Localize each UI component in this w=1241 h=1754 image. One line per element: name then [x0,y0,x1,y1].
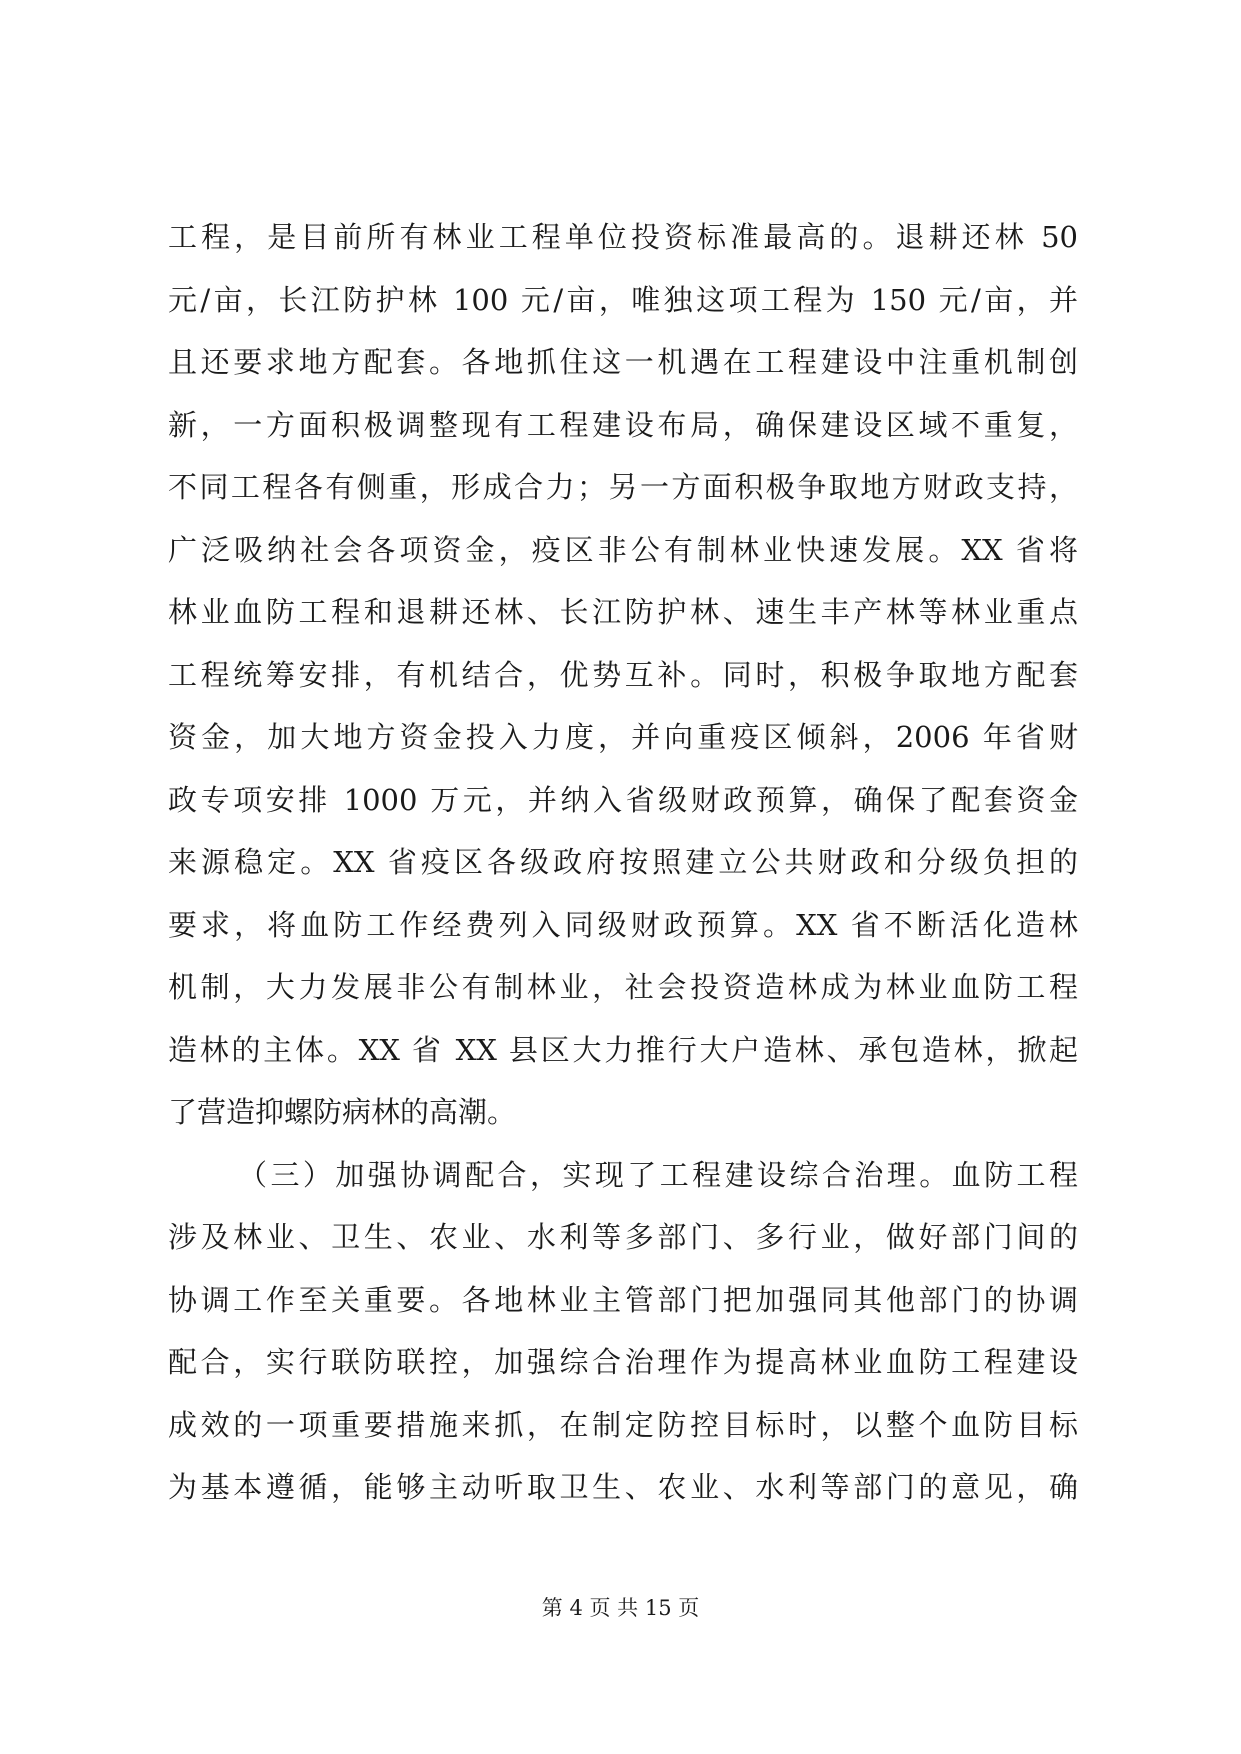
text-line: 为基本遵循，能够主动听取卫生、农业、水利等部门的意见，确 [168,1470,1078,1504]
text-line: 造林的主体。XX 省 XX 县区大力推行大户造林、承包造林，掀起 [168,1032,1078,1067]
text-line: 工程统筹安排，有机结合，优势互补。同时，积极争取地方配套 [168,657,1078,692]
text-line: 机制，大力发展非公有制林业，社会投资造林成为林业血防工程 [168,970,1078,1004]
text-line: 配合，实行联防联控，加强综合治理作为提高林业血防工程建设 [168,1345,1078,1379]
section-heading-line: （三）加强协调配合，实现了工程建设综合治理。血防工程 [238,1157,1078,1192]
text-line: 不同工程各有侧重，形成合力；另一方面积极争取地方财政支持， [168,470,1078,504]
text-line: 协调工作至关重要。各地林业主管部门把加强同其他部门的协调 [168,1282,1078,1317]
text-line: 要求，将血防工作经费列入同级财政预算。XX 省不断活化造林 [168,907,1078,942]
body-text [168,206,1078,1519]
page-number-footer: 第 4 页 共 15 页 [541,1596,700,1620]
text-line: 工程，是目前所有林业工程单位投资标准最高的。退耕还林 50 [168,220,1078,254]
text-line: 元/亩，长江防护林 100 元/亩，唯独这项工程为 150 元/亩，并 [168,282,1078,317]
text-line: 广泛吸纳社会各项资金，疫区非公有制林业快速发展。XX 省将 [168,532,1078,567]
text-line: 涉及林业、卫生、农业、水利等多部门、多行业，做好部门间的 [168,1220,1078,1254]
text-line: 林业血防工程和退耕还林、长江防护林、速生丰产林等林业重点 [168,595,1078,629]
paragraph-end-line: 了营造抑螺防病林的高潮。 [168,1095,517,1129]
text-line: 成效的一项重要措施来抓，在制定防控目标时，以整个血防目标 [168,1407,1078,1442]
text-line: 资金，加大地方资金投入力度，并向重疫区倾斜，2006 年省财 [168,720,1078,754]
text-line: 且还要求地方配套。各地抓住这一机遇在工程建设中注重机制创 [168,345,1078,379]
text-line: 政专项安排 1000 万元，并纳入省级财政预算，确保了配套资金 [168,782,1078,817]
text-line: 新，一方面积极调整现有工程建设布局，确保建设区域不重复， [168,407,1078,442]
text-line: 来源稳定。XX 省疫区各级政府按照建立公共财政和分级负担的 [168,845,1078,879]
